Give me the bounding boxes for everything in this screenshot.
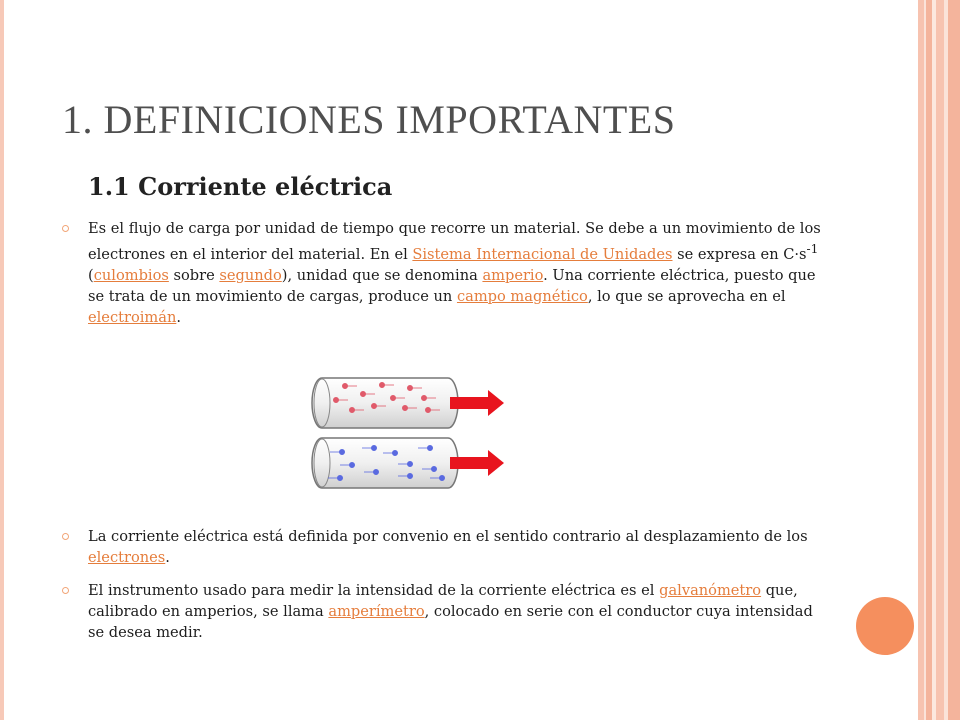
text: ), unidad que se denomina (281, 266, 483, 284)
text: La corriente eléctrica está definida por convenio en el sentido contrario al desplazamiento de los (88, 528, 808, 545)
bullet-circle-icon (62, 587, 69, 594)
link-sistema-internacional[interactable]: Sistema Internacional de Unidades (412, 245, 673, 263)
link-galvanometro[interactable]: galvanómetro (659, 582, 762, 599)
bullet-instrumento (88, 580, 828, 643)
electron-conductor-tube (312, 438, 458, 488)
superscript: -1 (806, 242, 819, 256)
text: ( (88, 266, 94, 284)
text: . (165, 549, 170, 566)
right-frame-stripes (918, 0, 960, 720)
text: sobre (168, 266, 220, 284)
link-campo-magnetico[interactable]: campo magnético (456, 287, 588, 305)
bullet-circle-icon (62, 225, 69, 232)
text: El instrumento usado para medir la intensidad de la corriente eléctrica es el (88, 582, 660, 599)
link-culombios[interactable]: culombios (93, 266, 169, 284)
text: . Una corriente eléctrica, puesto que se trata de un movimiento de cargas, produce un (88, 266, 816, 305)
page-title: 1. DEFINICIONES IMPORTANTES (62, 97, 676, 142)
link-amperimetro[interactable]: amperímetro (328, 603, 425, 620)
decorative-circle (856, 597, 914, 655)
text: . (176, 308, 181, 326)
current-diagram (300, 368, 520, 498)
bullet-definition (88, 218, 828, 328)
left-frame-stripe (0, 0, 4, 720)
text: se expresa en C·s (672, 245, 807, 263)
bullet-sentido-corriente (88, 526, 828, 568)
link-electrones[interactable]: electrones (88, 549, 166, 566)
link-electroiman[interactable]: electroimán (88, 308, 177, 326)
bullet-circle-icon (62, 533, 69, 540)
text: Es el flujo de carga por unidad de tiempo que recorre un material. Se debe a un movimiento de los electrones en el interior del material. En el (88, 220, 821, 263)
link-amperio[interactable]: amperio (482, 266, 544, 284)
text: , colocado en serie con el conductor cuya intensidad se desea medir. (88, 603, 813, 641)
text: que, calibrado en amperios, se llama (88, 582, 798, 620)
section-subtitle: 1.1 Corriente eléctrica (88, 172, 393, 201)
positive-conductor-tube (312, 378, 458, 428)
link-segundo[interactable]: segundo (219, 266, 282, 284)
text: , lo que se aprovecha en el (587, 287, 786, 305)
